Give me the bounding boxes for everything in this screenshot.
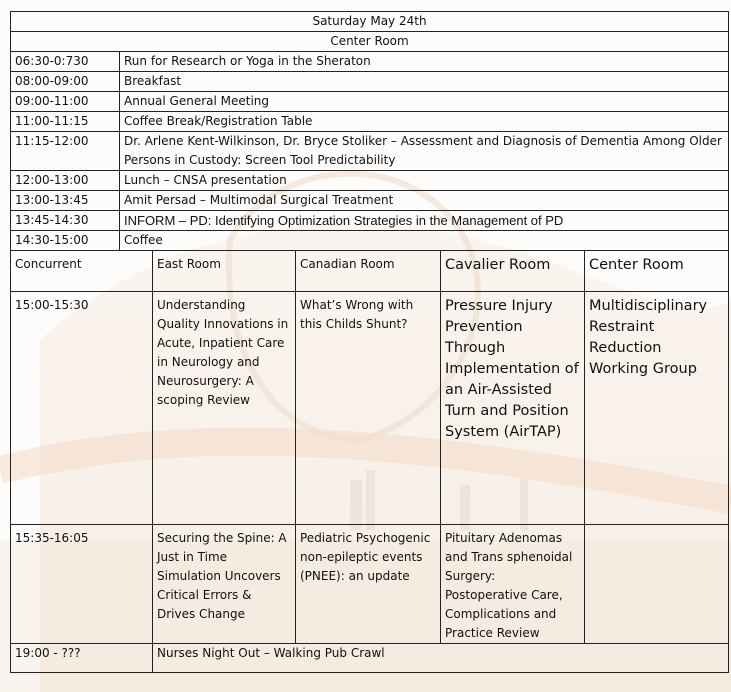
session-time: 15:35-16:05 xyxy=(11,525,153,644)
header-date-row xyxy=(11,12,729,32)
session-row xyxy=(11,292,729,525)
table-row xyxy=(11,211,729,231)
time-cell: 12:00-13:00 xyxy=(11,171,120,191)
event-cell: Coffee Break/Registration Table xyxy=(120,112,729,132)
session-center xyxy=(585,525,729,644)
event-cell: Breakfast xyxy=(120,72,729,92)
room-header-canadian: Canadian Room xyxy=(296,251,441,292)
header-room-row xyxy=(11,32,729,52)
day-title: Saturday May 24th xyxy=(11,12,729,32)
room-header-center: Center Room xyxy=(585,251,729,292)
time-cell: 06:30-0:730 xyxy=(11,52,120,72)
session-center: Multidisciplinary Restraint Reduction Working Group xyxy=(585,292,729,525)
session-east: Securing the Spine: A Just in Time Simulation Uncovers Critical Errors & Drives Change xyxy=(153,525,296,644)
session-row xyxy=(11,525,729,644)
table-row xyxy=(11,52,729,72)
evening-row xyxy=(11,644,729,673)
table-row xyxy=(11,231,729,251)
event-cell: Lunch – CNSA presentation xyxy=(120,171,729,191)
table-row xyxy=(11,171,729,191)
event-cell: INFORM – PD: Identifying Optimization Strategies in the Management of PD xyxy=(120,211,729,231)
event-cell: Nurses Night Out – Walking Pub Crawl xyxy=(153,644,729,673)
event-cell: Run for Research or Yoga in the Sheraton xyxy=(120,52,729,72)
time-cell: 11:00-11:15 xyxy=(11,112,120,132)
concurrent-label: Concurrent xyxy=(11,251,153,292)
time-cell: 11:15-12:00 xyxy=(11,132,120,171)
room-header-cavalier: Cavalier Room xyxy=(441,251,585,292)
time-cell: 13:00-13:45 xyxy=(11,191,120,211)
event-cell: Coffee xyxy=(120,231,729,251)
session-time: 15:00-15:30 xyxy=(11,292,153,525)
room-title: Center Room xyxy=(11,32,729,52)
time-cell: 09:00-11:00 xyxy=(11,92,120,112)
concurrent-header-row xyxy=(11,251,729,292)
schedule-table xyxy=(10,11,729,673)
session-east: Understanding Quality Innovations in Acute, Inpatient Care in Neurology and Neurosurgery: A scoping Review xyxy=(153,292,296,525)
time-cell: 13:45-14:30 xyxy=(11,211,120,231)
table-row xyxy=(11,72,729,92)
event-cell: Amit Persad – Multimodal Surgical Treatment xyxy=(120,191,729,211)
time-cell: 08:00-09:00 xyxy=(11,72,120,92)
session-canadian: Pediatric Psychogenic non-epileptic events (PNEE): an update xyxy=(296,525,441,644)
table-row xyxy=(11,132,729,171)
room-header-east: East Room xyxy=(153,251,296,292)
table-row xyxy=(11,191,729,211)
time-cell: 19:00 - ??? xyxy=(11,644,153,673)
session-canadian: What’s Wrong with this Childs Shunt? xyxy=(296,292,441,525)
time-cell: 14:30-15:00 xyxy=(11,231,120,251)
table-row xyxy=(11,112,729,132)
event-cell: Dr. Arlene Kent-Wilkinson, Dr. Bryce Stoliker – Assessment and Diagnosis of Dementia Among Older Persons in Custody: Screen Tool Predictability xyxy=(120,132,729,171)
session-cavalier: Pituitary Adenomas and Trans sphenoidal Surgery: Postoperative Care, Complications and Practice Review xyxy=(441,525,585,644)
session-cavalier: Pressure Injury Prevention Through Implementation of an Air-Assisted Turn and Position System (AirTAP) xyxy=(441,292,585,525)
event-cell: Annual General Meeting xyxy=(120,92,729,112)
table-row xyxy=(11,92,729,112)
